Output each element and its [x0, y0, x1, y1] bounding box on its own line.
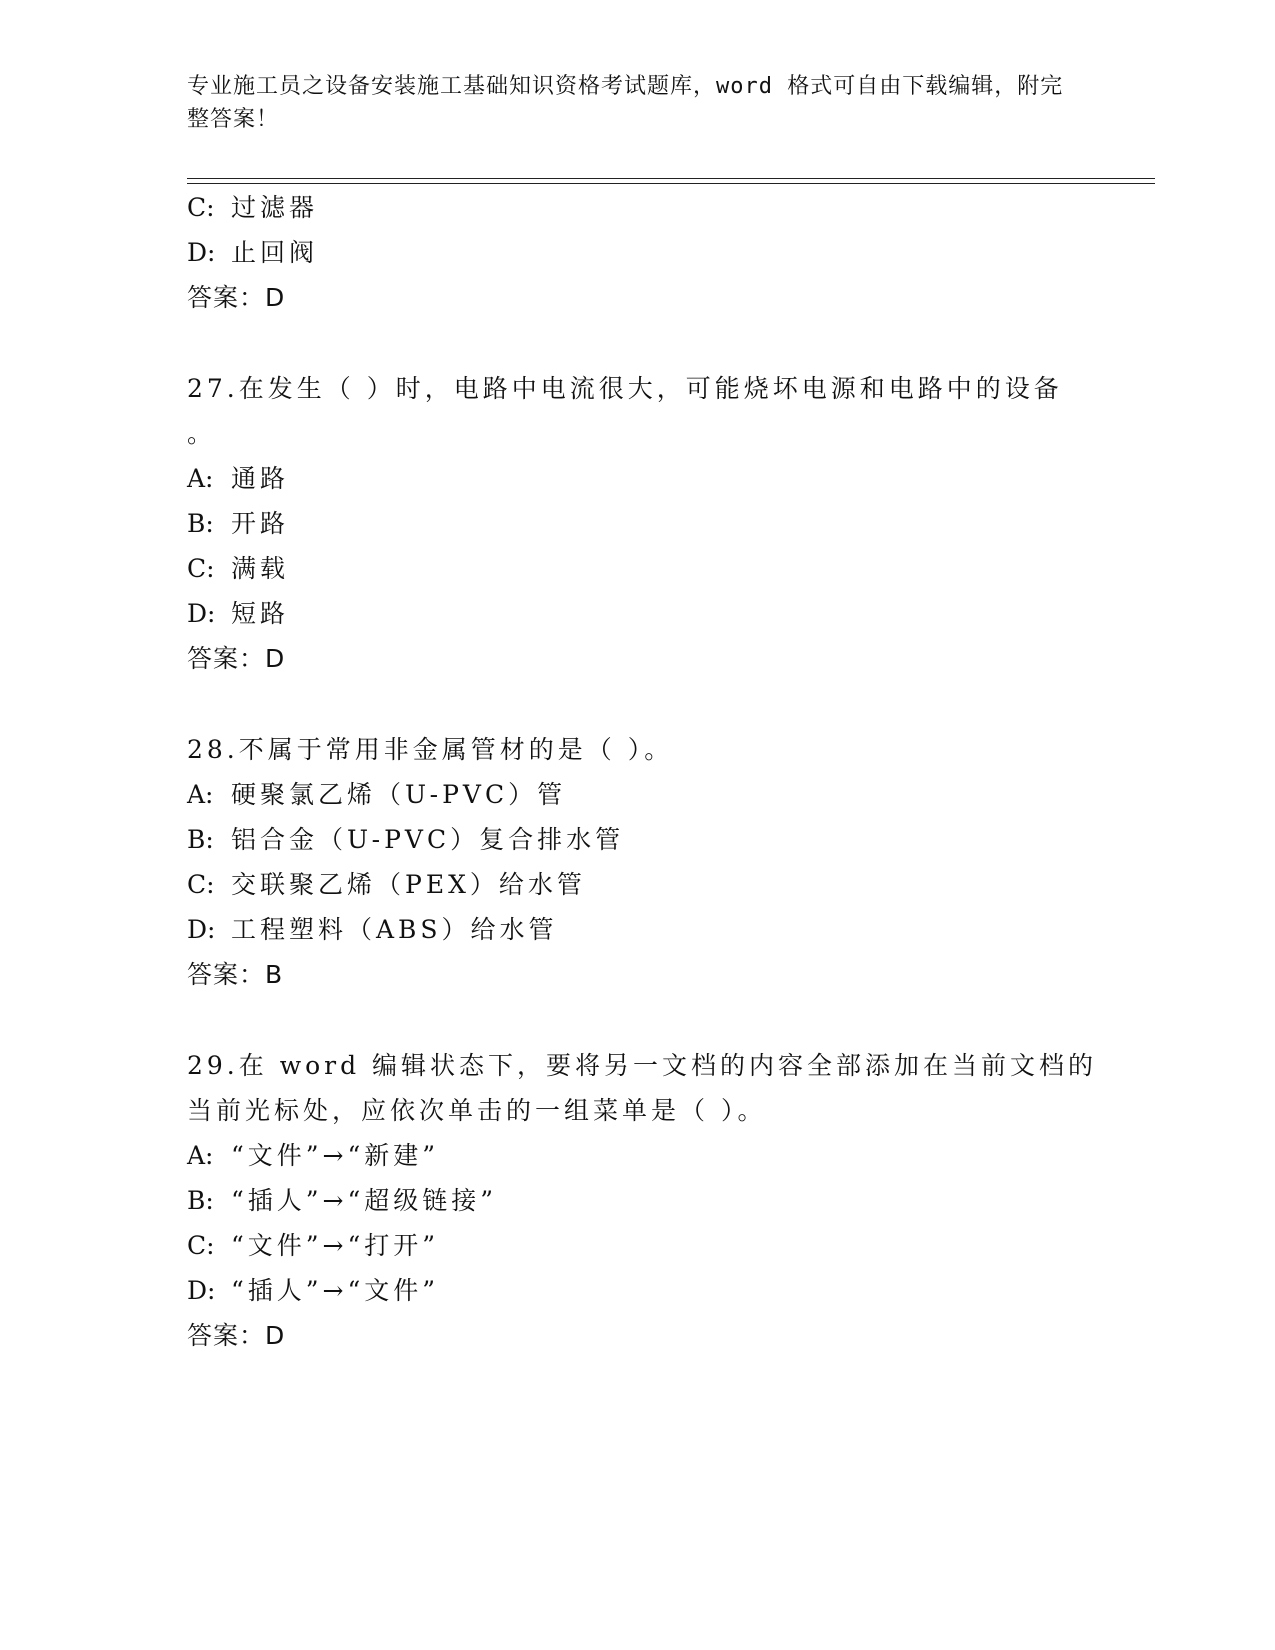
option-text: 满载 — [231, 554, 290, 583]
question-stem: 。 — [187, 419, 217, 448]
option-line — [187, 1141, 439, 1171]
option-text: 开路 — [231, 509, 290, 538]
option-text: “文件”→“打开” — [231, 1231, 440, 1260]
header-divider-bottom — [187, 183, 1155, 184]
option-text: “文件”→“新建” — [231, 1141, 440, 1170]
question-stem: 28.不属于常用非金属管材的是（ ）。 — [187, 735, 674, 764]
option-line — [187, 825, 624, 855]
option-letter: B: — [187, 509, 214, 538]
question-stem: 29.在 word 编辑状态下，要将另一文档的内容全部添加在当前文档的 — [187, 1051, 1098, 1080]
option-text: 交联聚乙烯（PEX）给水管 — [231, 870, 586, 899]
header-divider-top — [187, 178, 1155, 179]
option-text: 工程塑料（ABS）给水管 — [231, 915, 558, 944]
question-stem: 27.在发生（ ）时，电路中电流很大，可能烧坏电源和电路中的设备 — [187, 374, 1063, 403]
answer-line: 答案：D — [187, 644, 286, 673]
answer-line: 答案：D — [187, 1321, 286, 1350]
option-line — [187, 1186, 497, 1216]
option-line — [187, 554, 289, 584]
option-letter: C: — [187, 193, 215, 222]
option-letter: A: — [187, 780, 214, 809]
option-line — [187, 870, 586, 900]
option-letter: C: — [187, 1231, 215, 1260]
option-letter: B: — [187, 825, 214, 854]
option-text: 止回阀 — [231, 238, 319, 267]
option-letter: B: — [187, 1186, 214, 1215]
answer-line: 答案：B — [187, 960, 284, 989]
option-letter: D: — [187, 238, 216, 267]
option-line — [187, 1276, 439, 1306]
option-letter: C: — [187, 870, 215, 899]
option-text: 硬聚氯乙烯（U-PVC）管 — [231, 780, 567, 809]
option-text: 短路 — [231, 599, 290, 628]
answer-line: 答案：D — [187, 283, 286, 312]
option-letter: D: — [187, 599, 216, 628]
option-letter: A: — [187, 1141, 214, 1170]
question-stem: 当前光标处，应依次单击的一组菜单是（ ）。 — [187, 1096, 767, 1125]
option-line — [187, 238, 318, 268]
option-line — [187, 509, 289, 539]
option-line — [187, 464, 289, 494]
option-text: 过滤器 — [231, 193, 319, 222]
option-text: “插人”→“文件” — [231, 1276, 440, 1305]
option-line — [187, 1231, 439, 1261]
option-text: 通路 — [231, 464, 290, 493]
option-line — [187, 915, 558, 945]
option-letter: D: — [187, 1276, 216, 1305]
option-letter: C: — [187, 554, 215, 583]
option-line — [187, 193, 318, 223]
document-header: 专业施工员之设备安装施工基础知识资格考试题库，word 格式可自由下载编辑，附完整答案！ — [187, 74, 1064, 132]
option-line — [187, 780, 566, 810]
option-letter: A: — [187, 464, 214, 493]
option-text: “插人”→“超级链接” — [231, 1186, 498, 1215]
option-text: 铝合金（U-PVC）复合排水管 — [231, 825, 625, 854]
option-line — [187, 599, 289, 629]
option-letter: D: — [187, 915, 216, 944]
